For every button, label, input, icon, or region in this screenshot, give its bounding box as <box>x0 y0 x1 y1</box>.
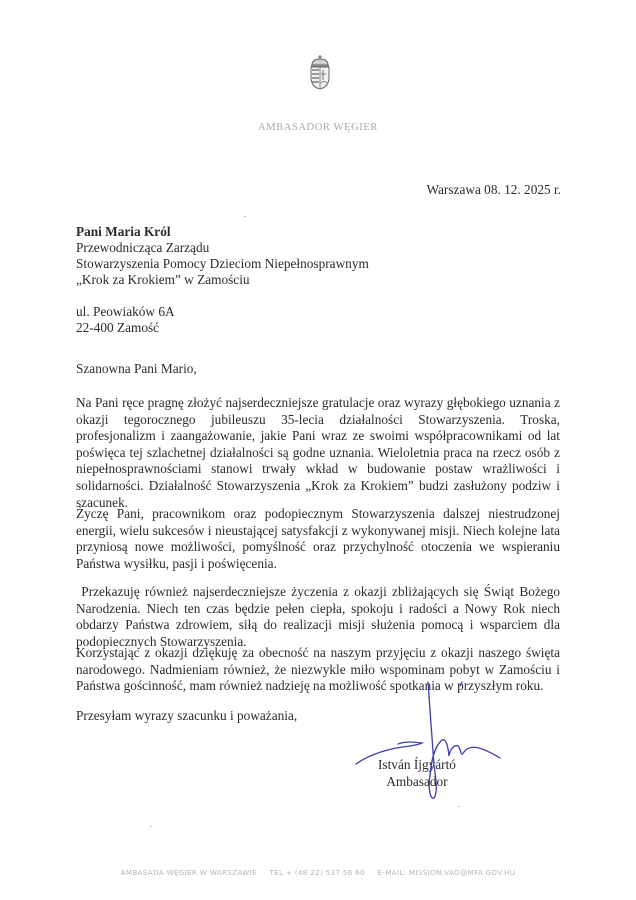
signatory-name: István Íjgyártó <box>378 757 456 772</box>
coat-of-arms-icon <box>306 54 334 90</box>
letter-date: Warszawa 08. 12. 2025 r. <box>426 182 561 197</box>
recipient-street: ul. Peowiaków 6A <box>76 304 175 319</box>
footer-phone: TEL + (48 22) 537 56 60 <box>269 868 365 877</box>
letterhead-footer <box>0 868 636 877</box>
recipient-address <box>76 224 369 336</box>
recipient-city: 22-400 Zamość <box>76 320 160 335</box>
footer-organization: AMBASADA WĘGIER W WARSZAWIE <box>120 868 257 877</box>
body-paragraph: Korzystając z okazji dziękuję za obecność na naszym przyjęciu z okazji naszego święta narodowego. Nadmieniam również, że niezwykle miło wspominam pobyt w Zamościu i Państwa gościnność, mam również nadzieję na możliwość spotkania w przyszłym roku. <box>76 645 560 694</box>
signatory-role: Ambasador <box>386 774 448 789</box>
footer-email: E-MAIL: MISSION.VAO@MFA.GOV.HU <box>377 868 516 877</box>
recipient-organization-line1: Stowarzyszenia Pomocy Dzieciom Niepełnosprawnym <box>76 256 369 271</box>
recipient-organization-line2: „Krok za Krokiem” w Zamościu <box>76 272 250 287</box>
scan-speck <box>150 826 152 827</box>
body-paragraph: Na Pani ręce pragnę złożyć najserdeczniejsze gratulacje oraz wyrazy głębokiego uznania z okazji tegorocznego jubileuszu 35-lecia działalności Stowarzyszenia. Troska, profesjonalizm i zaangażowanie, jakie Pani wraz ze swoimi współpracownikami od lat poświęca tej szlachetnej działalności są godne uznania. Wieloletnia praca na rzecz osób z niepełnosprawnościami stanowi trwały wkład w budowanie postaw wrażliwości i solidarności. Działalność Stowarzyszenia „Krok za Krokiem” budzi zasłużony podziw i szacunek. <box>76 395 560 510</box>
body-paragraph: Przekazuję również najserdeczniejsze życzenia z okazji zbliżających się Świąt Bożego Narodzenia. Niech ten czas będzie pełen ciepła, spokoju i radości a Nowy Rok niech obdarzy Państwa zdrowiem, siłą do realizacji misji służenia pomocą i wsparciem dla podopiecznych Stowarzyszenia. <box>76 584 564 649</box>
recipient-title: Przewodnicząca Zarządu <box>76 240 210 255</box>
handwritten-signature-icon <box>350 680 510 800</box>
scan-speck <box>458 806 460 807</box>
recipient-name: Pani Maria Król <box>76 224 171 239</box>
letterhead-organization: AMBASADOR WĘGIER <box>258 122 378 133</box>
closing-line: Przesyłam wyrazy szacunku i poważania, <box>76 708 298 723</box>
scan-speck <box>244 216 246 217</box>
body-paragraph: Życzę Pani, pracownikom oraz podopiecznym Stowarzyszenia dalszej niestrudzonej energii, wielu sukcesów i nieustającej satysfakcji z wykonywanej misji. Niech kolejne lata przyniosą nowe możliwości, pomyślność oraz przychylność otoczenia we wspieraniu Państwa wysiłku, pasji i poświęcenia. <box>76 506 560 571</box>
salutation: Szanowna Pani Mario, <box>76 361 197 376</box>
